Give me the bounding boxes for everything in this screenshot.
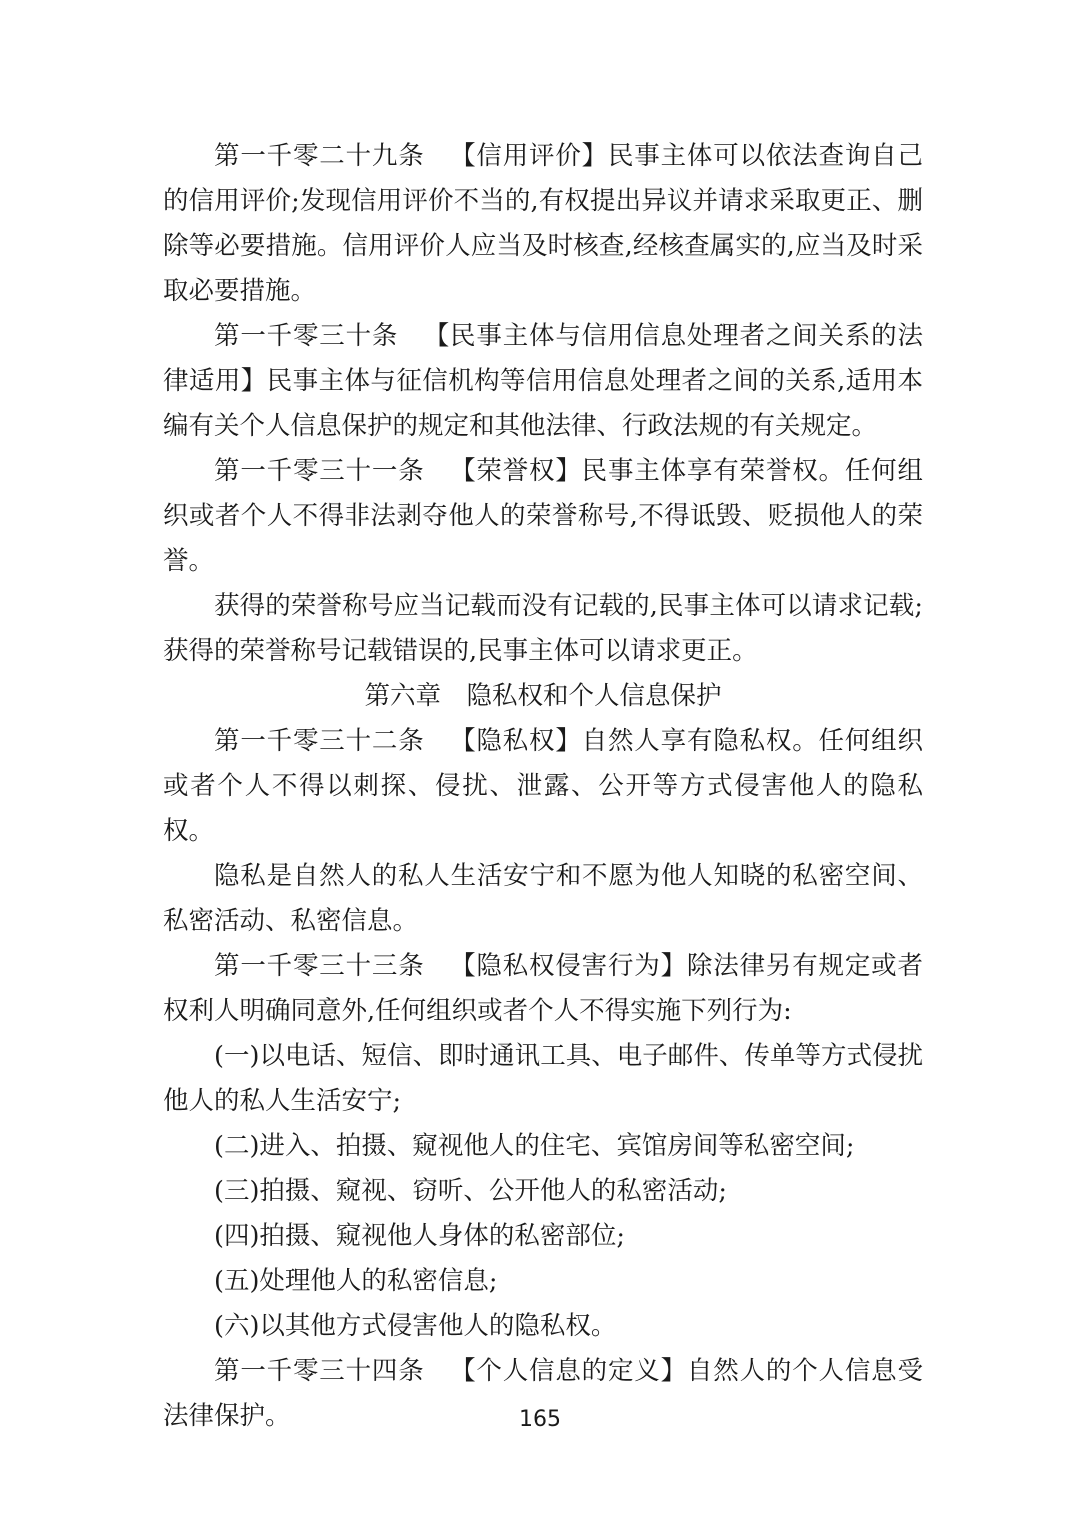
article-number: 第一千零三十三条 xyxy=(214,951,425,981)
article-1030 xyxy=(163,314,923,449)
article-text: 【信用评价】民事主体可以依法查询自己的信用评价;发现信用评价不当的,有权提出异议并请求采取更正、删除等必要措施。信用评价人应当及时核查,经核查属实的,应当及时采取必要措施。 xyxy=(163,141,923,306)
paragraph-honor-record: 获得的荣誉称号应当记载而没有记载的,民事主体可以请求记载;获得的荣誉称号记载错误的,民事主体可以请求更正。 xyxy=(163,591,923,666)
page-number: 165 xyxy=(519,1407,561,1432)
article-text: 【个人信息的定义】自然人的个人信息受法律保护。 xyxy=(163,1356,923,1431)
article-text: 【隐私权侵害行为】除法律另有规定或者权利人明确同意外,任何组织或者个人不得实施下列行为: xyxy=(163,951,923,1026)
article-1032 xyxy=(163,719,923,854)
article-number: 第一千零三十一条 xyxy=(214,456,425,486)
list-item-1: (一)以电话、短信、即时通讯工具、电子邮件、传单等方式侵扰他人的私人生活安宁; xyxy=(163,1041,923,1116)
article-1029 xyxy=(163,134,923,314)
article-number: 第一千零三十四条 xyxy=(214,1356,425,1386)
article-text: 【荣誉权】民事主体享有荣誉权。任何组织或者个人不得非法剥夺他人的荣誉称号,不得诋毁、贬损他人的荣誉。 xyxy=(163,456,923,576)
list-item-3: (三)拍摄、窥视、窃听、公开他人的私密活动; xyxy=(214,1176,727,1206)
article-number: 第一千零二十九条 xyxy=(214,141,425,171)
article-text: 【民事主体与信用信息处理者之间关系的法律适用】民事主体与征信机构等信用信息处理者之间的关系,适用本编有关个人信息保护的规定和其他法律、行政法规的有关规定。 xyxy=(163,321,923,441)
chapter-heading: 第六章 隐私权和个人信息保护 xyxy=(364,681,722,711)
article-number: 第一千零三十二条 xyxy=(214,726,425,756)
article-text: 【隐私权】自然人享有隐私权。任何组织或者个人不得以刺探、侵扰、泄露、公开等方式侵害他人的隐私权。 xyxy=(163,726,923,846)
paragraph-privacy-definition: 隐私是自然人的私人生活安宁和不愿为他人知晓的私密空间、私密活动、私密信息。 xyxy=(163,861,923,936)
list-item-6: (六)以其他方式侵害他人的隐私权。 xyxy=(214,1311,617,1341)
text-body xyxy=(163,134,923,1439)
list-item-5: (五)处理他人的私密信息; xyxy=(214,1266,498,1296)
article-1031 xyxy=(163,449,923,584)
list-item-4: (四)拍摄、窥视他人身体的私密部位; xyxy=(214,1221,625,1251)
article-1033 xyxy=(163,944,923,1034)
article-number: 第一千零三十条 xyxy=(214,321,399,351)
list-item-2: (二)进入、拍摄、窥视他人的住宅、宾馆房间等私密空间; xyxy=(214,1131,855,1161)
